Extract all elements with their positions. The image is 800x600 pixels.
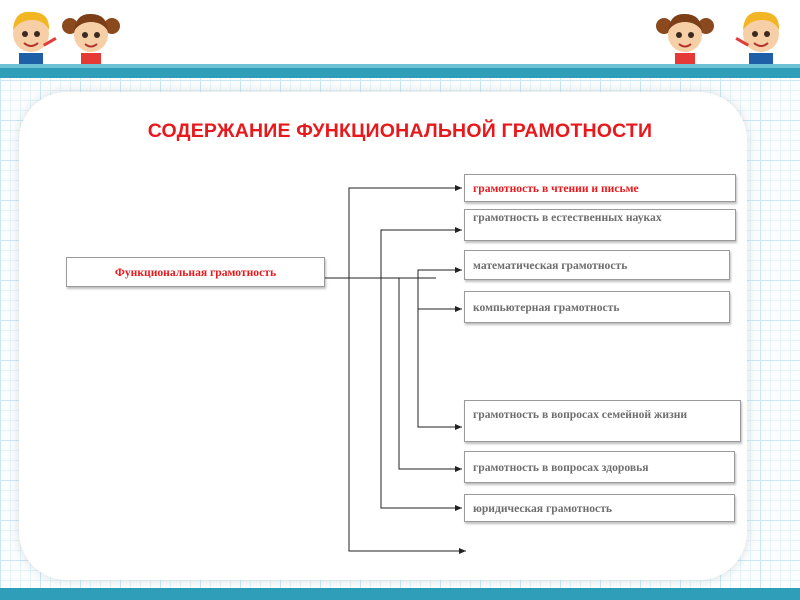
connector-extra — [349, 278, 466, 551]
connector-sciences — [381, 230, 462, 278]
branch-node-computer: компьютерная грамотность — [464, 291, 730, 323]
connector-family — [418, 309, 462, 427]
branch-node-law: юридическая грамотность — [464, 494, 735, 522]
root-node: Функциональная грамотность — [66, 257, 325, 287]
branch-node-family: грамотность в вопросах семейной жизни — [464, 400, 741, 442]
branch-node-sciences: грамотность в естественных науках — [464, 209, 736, 241]
connector-computer — [418, 278, 462, 309]
slide-title: СОДЕРЖАНИЕ ФУНКЦИОНАЛЬНОЙ ГРАМОТНОСТИ — [147, 120, 653, 142]
branch-node-reading: грамотность в чтении и письме — [464, 174, 736, 202]
branch-node-health: грамотность в вопросах здоровья — [464, 451, 735, 483]
branch-node-math: математическая грамотность — [464, 250, 730, 280]
connector-health — [399, 278, 462, 469]
connector-law — [381, 278, 462, 508]
connector-reading — [349, 188, 462, 278]
connector-math — [418, 270, 462, 278]
